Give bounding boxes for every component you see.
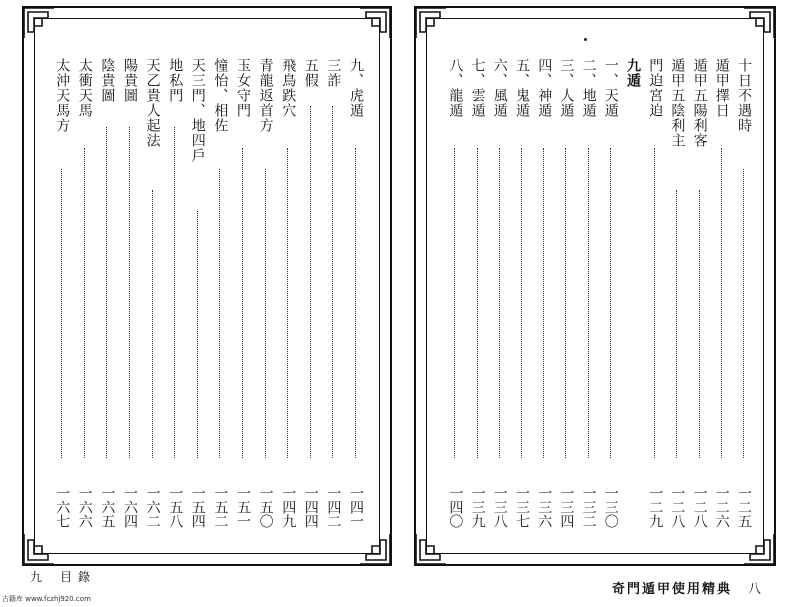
toc-page-number: 一三〇 [602, 486, 619, 528]
toc-entry-title: 四、神遁 [536, 58, 553, 118]
dot-leader [521, 148, 522, 458]
toc-entry [601, 58, 621, 528]
toc-entry [712, 58, 732, 528]
dot-leader [332, 106, 333, 458]
toc-entry [301, 58, 321, 528]
toc-entry [667, 58, 687, 528]
toc-entry-title: 二、地遁 [580, 58, 597, 118]
toc-page-number: 一五二 [212, 486, 229, 528]
corner-ornament-icon [358, 6, 392, 40]
toc-page-number: 一五四 [189, 486, 206, 528]
dot-leader [654, 148, 655, 458]
toc-entry [75, 58, 95, 528]
toc-entry-title: 一、天遁 [602, 58, 619, 118]
toc-section-heading [623, 58, 643, 528]
toc-entry [445, 58, 465, 528]
watermark: 古籍库 www.fczhj920.com [2, 595, 91, 603]
toc-page-number: 一五一 [235, 486, 251, 528]
toc-page-number: 一四九 [280, 486, 297, 528]
toc-entry-title: 三詐 [325, 58, 342, 88]
dot-leader [197, 211, 198, 458]
dot-leader [588, 148, 589, 458]
toc-entry-title: 地私門 [167, 58, 184, 103]
dot-leader [543, 148, 544, 458]
toc-entry [165, 58, 185, 528]
corner-ornament-icon [22, 6, 56, 40]
corner-ornament-icon [22, 532, 56, 566]
dot-leader [310, 106, 311, 458]
right-page [414, 6, 776, 566]
dot-leader [565, 148, 566, 458]
dot-leader [129, 127, 130, 458]
toc-entry-title: 遁甲五陰利主 [669, 58, 686, 148]
toc-entry-title: 門迫宮迫 [647, 58, 664, 118]
toc-page-number: 一五八 [167, 486, 184, 528]
toc-page-number: 一六六 [76, 486, 93, 528]
toc-entry-title: 天乙貴人起法 [144, 58, 161, 148]
toc-page-number: 一六七 [54, 486, 71, 528]
toc-entry [556, 58, 576, 528]
dot-leader [106, 127, 107, 458]
toc-entry [210, 58, 230, 528]
toc-page-number: 一三六 [536, 486, 553, 528]
toc-entry [278, 58, 298, 528]
dot-leader [242, 148, 243, 458]
toc-page-number: 一三七 [514, 486, 530, 528]
toc-entry-title: 天三門、地四戶 [189, 58, 206, 163]
dot-leader [699, 190, 700, 458]
toc-entry [52, 58, 72, 528]
toc-entry-title: 飛鳥跌穴 [280, 58, 297, 118]
dot-leader [219, 169, 220, 458]
toc-entry [188, 58, 208, 528]
book-title: 奇門遁甲使用精典 [612, 582, 733, 597]
toc-entry-title: 太衝天馬 [76, 58, 93, 118]
toc-entry [579, 58, 599, 528]
toc-entry [233, 58, 253, 528]
corner-ornament-icon [358, 532, 392, 566]
dot-leader [265, 169, 266, 458]
toc-entry-title: 玉女守門 [235, 58, 251, 118]
corner-ornament-icon [742, 532, 776, 566]
toc-page-number: 一三四 [558, 486, 575, 528]
dot-leader [84, 148, 85, 458]
toc-entry-title: 九遁 [625, 58, 641, 88]
toc-entry [346, 58, 366, 528]
toc-entry-title: 八、龍遁 [447, 58, 464, 118]
toc-entry-title: 六、風遁 [491, 58, 508, 118]
toc-page-number: 一二八 [691, 486, 708, 528]
toc-entry [120, 58, 140, 528]
toc-entry [143, 58, 163, 528]
toc-page-number: 一三八 [491, 486, 508, 528]
toc-page-number: 一四〇 [447, 486, 464, 528]
toc-page-number: 一三九 [469, 486, 486, 528]
left-page-number: 九 [30, 570, 49, 584]
toc-entry-title: 陽貴圖 [122, 58, 138, 103]
dot-leader [610, 148, 611, 458]
dot-leader [676, 190, 677, 458]
toc-page-number: 一二六 [713, 486, 730, 528]
dot-leader [721, 148, 722, 458]
toc-page-number: 一五〇 [257, 486, 274, 528]
toc-entry-title: 五假 [302, 58, 319, 88]
dot-leader [454, 148, 455, 458]
toc-page-number: 一六二 [144, 486, 161, 528]
toc-page-number: 一二九 [647, 486, 664, 528]
toc-page-number: 一三二 [580, 486, 597, 528]
toc-entry [323, 58, 343, 528]
ink-speck [584, 38, 587, 41]
right-page-number: 八 [748, 582, 764, 597]
dot-leader [477, 148, 478, 458]
toc-entry-title: 太沖天馬方 [54, 58, 71, 133]
toc-entry [256, 58, 276, 528]
left-page [22, 6, 392, 566]
toc-entry-title: 遁甲五陽利客 [691, 58, 708, 148]
toc-entry-title: 陰貴圖 [99, 58, 116, 103]
right-footer [612, 578, 763, 597]
toc-page-number: 一四二 [325, 486, 342, 528]
toc-entry-title: 七、雲遁 [469, 58, 486, 118]
dot-leader [499, 148, 500, 458]
toc-page-number: 一六四 [122, 486, 138, 528]
dot-leader [174, 127, 175, 458]
toc-entry [690, 58, 710, 528]
toc-page-number: 一四四 [302, 486, 319, 528]
dot-leader [743, 169, 744, 458]
corner-ornament-icon [414, 532, 448, 566]
corner-ornament-icon [414, 6, 448, 40]
toc-entry [534, 58, 554, 528]
toc-entry [512, 58, 532, 528]
left-footer [30, 568, 108, 585]
toc-entry [490, 58, 510, 528]
toc-page-number: 一二五 [736, 486, 752, 528]
toc-entry [468, 58, 488, 528]
toc-page-number: 一六五 [99, 486, 116, 528]
dot-leader [287, 148, 288, 458]
toc-entry-title: 三、人遁 [558, 58, 575, 118]
toc-entry-title: 十日不遇時 [736, 58, 752, 133]
toc-entry [734, 58, 754, 528]
toc-entry [97, 58, 117, 528]
toc-entry-title: 九、虎遁 [348, 58, 364, 118]
dot-leader [61, 169, 62, 458]
toc-page-number: 一四一 [348, 486, 364, 528]
toc-entry [645, 58, 665, 528]
toc-entry-title: 憧怡、相佐 [212, 58, 229, 133]
toc-entry-title: 青龍返首方 [257, 58, 274, 133]
dot-leader [152, 190, 153, 458]
left-footer-label: 目錄 [60, 570, 97, 584]
toc-entry-title: 五、鬼遁 [514, 58, 530, 118]
dot-leader [355, 148, 356, 458]
toc-entry-title: 遁甲擇日 [713, 58, 730, 118]
toc-page-number: 一二八 [669, 486, 686, 528]
corner-ornament-icon [742, 6, 776, 40]
